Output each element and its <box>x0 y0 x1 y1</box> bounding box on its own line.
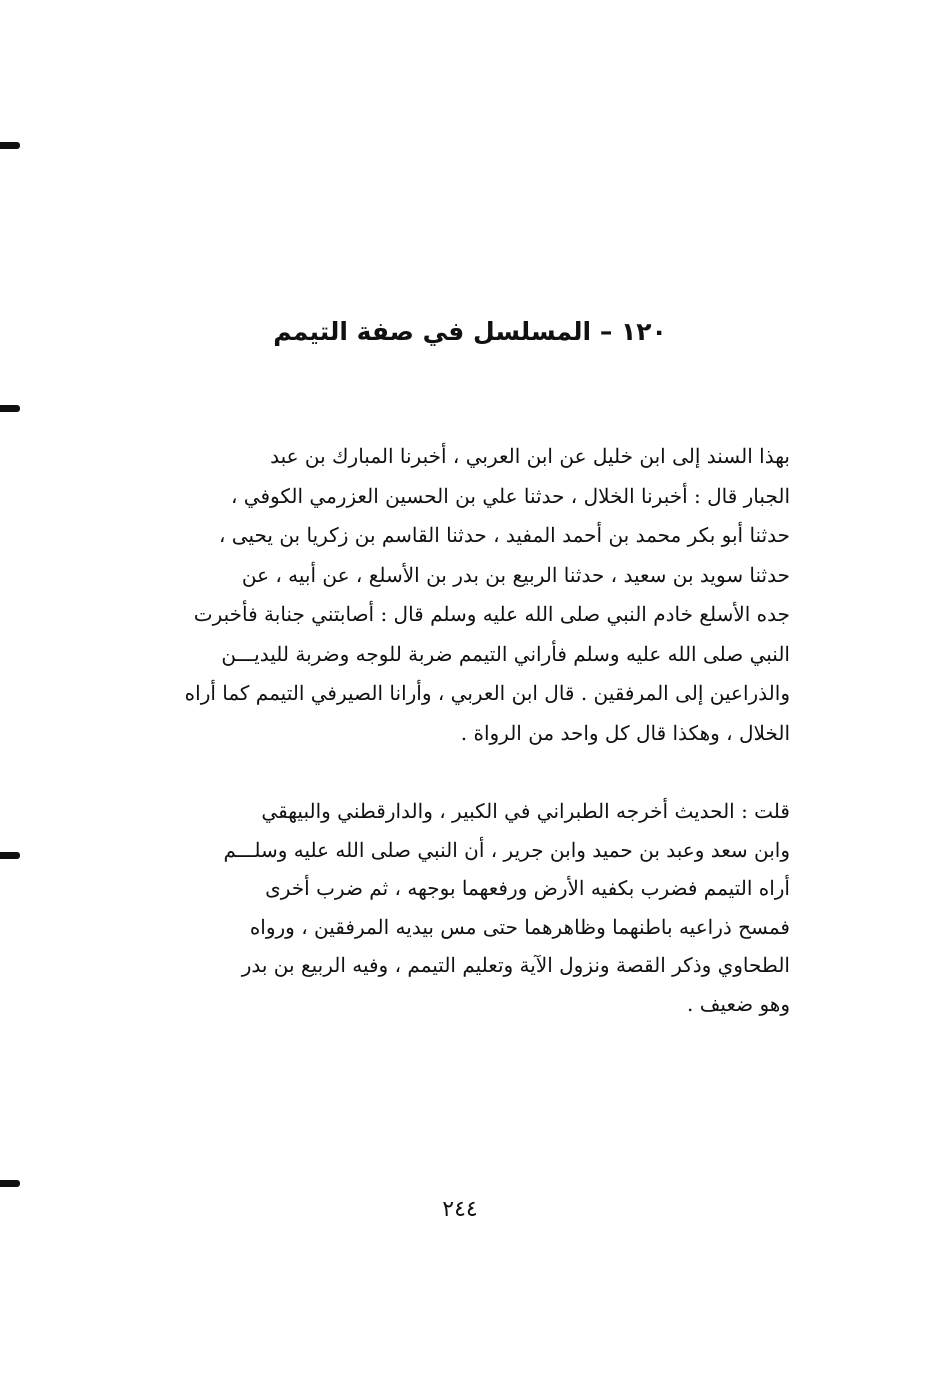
text-line: فمسح ذراعيه باطنهما وظاهرهما حتى مس بيديه المرفقين ، ورواه <box>249 914 790 939</box>
text-line: الطحاوي وذكر القصة ونزول الآية وتعليم التيمم ، وفيه الربيع بن بدر <box>241 953 790 977</box>
text-line: حدثنا أبو بكر محمد بن أحمد المفيد ، حدثنا القاسم بن زكريا بن يحيى ، <box>218 523 790 547</box>
text-line: جده الأسلع خادم النبي صلى الله عليه وسلم قال : أصابتني جنابة فأخبرت <box>193 602 790 626</box>
page-edge-mark <box>0 852 20 859</box>
section-title: ١٢٠ – المسلسل في صفة التيمم <box>273 317 667 346</box>
text-line: حدثنا سويد بن سعيد ، حدثنا الربيع بن بدر بن الأسلع ، عن أبيه ، عن <box>241 562 790 587</box>
page-edge-mark <box>0 405 20 412</box>
text-line: الخلال ، وهكذا قال كل واحد من الرواة . <box>460 720 790 745</box>
commentary-paragraph <box>148 792 790 1023</box>
text-line: والذراعين إلى المرفقين . قال ابن العربي ، وأرانا الصيرفي التيمم كما أراه <box>184 681 790 705</box>
text-line: النبي صلى الله عليه وسلم فأراني التيمم ضربة للوجه وضربة لليديـــن <box>221 641 790 666</box>
text-line: قلت : الحديث أخرجه الطبراني في الكبير ، والدارقطني والبيهقي <box>261 799 790 823</box>
page-edge-mark <box>0 1180 20 1187</box>
page-edge-mark <box>0 142 20 149</box>
text-line: وابن سعد وعبد بن حميد وابن جرير ، أن النبي صلى الله عليه وسلـــم <box>223 837 790 862</box>
text-line: وهو ضعيف . <box>687 991 790 1016</box>
page-number: ٢٤٤ <box>442 1197 478 1222</box>
text-line: بهذا السند إلى ابن خليل عن ابن العربي ، أخبرنا المبارك بن عبد <box>270 444 790 468</box>
text-line: أراه التيمم فضرب بكفيه الأرض ورفعهما بوجهه ، ثم ضرب أخرى <box>265 876 790 900</box>
text-line: الجبار قال : أخبرنا الخلال ، حدثنا علي بن الحسين العزرمي الكوفي ، <box>230 483 790 508</box>
hadith-paragraph <box>148 437 790 753</box>
